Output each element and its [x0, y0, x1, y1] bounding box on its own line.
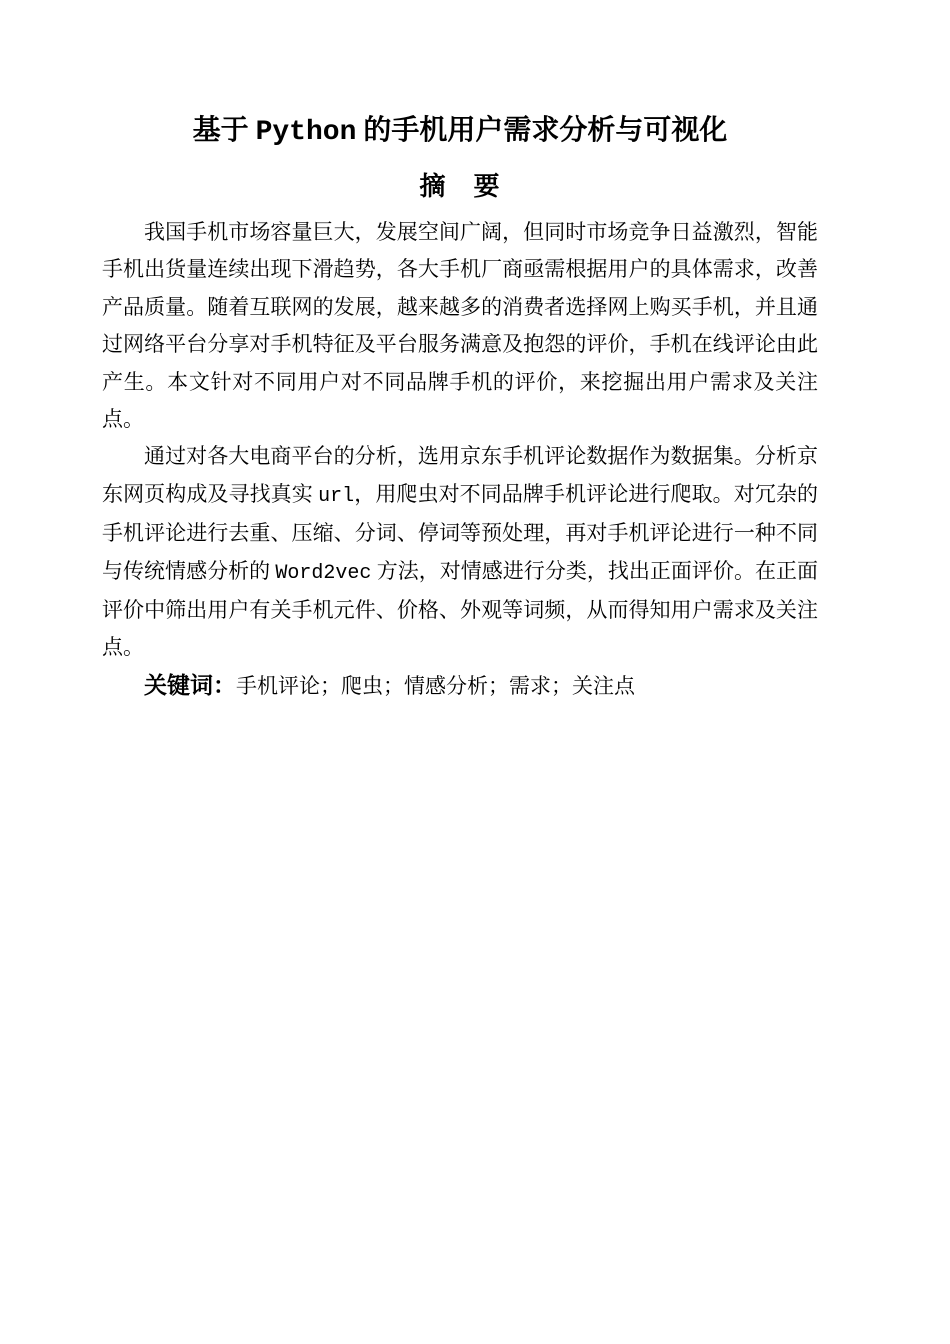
abstract-paragraph-1	[102, 214, 818, 438]
text-run: ，用爬虫对不同品牌手机评论进行爬取。对冗杂的手机评论进行去重、压缩、分词、停词等预处理，再对手机评论进行一种不同与传统情感分析的	[102, 481, 819, 583]
text-run: 通过对各大电商平台的分析，选用京东手机评论数据作为数据集。分析京东网页构成及寻找真实	[102, 444, 818, 506]
keywords-content: 手机评论；爬虫；情感分析；需求；关注点	[236, 673, 635, 698]
keywords-line	[102, 667, 818, 705]
title-latin-python: Python	[255, 117, 357, 148]
text-run: 我国手机市场容量巨大，发展空间广阔，但同时市场竞争日益激烈，智能手机出货量连续出现下滑趋势，各大手机厂商亟需根据用户的具体需求，改善产品质量。随着互联网的发展，越来越多的消费者选择网上购买手机，并且通过网络平台分享对手机特征及平台服务满意及抱怨的评价，手机在线评论由此产生。本文针对不同用户对不同品牌手机的评价，来挖掘出用户需求及关注点。	[102, 220, 818, 432]
title-text-pre: 基于	[192, 115, 256, 146]
latin-mono-run-word2vec: Word2vec	[275, 561, 372, 585]
abstract-paragraph-2	[102, 438, 818, 666]
paper-title	[102, 108, 818, 156]
text-run: 方法，对情感进行分类，找出正面评价。在正面评价中筛出用户有关手机元件、价格、外观等词频，从而得知用户需求及关注点。	[102, 558, 819, 660]
title-text-post: 的手机用户需求分析与可视化	[356, 115, 728, 146]
abstract-heading: 摘 要	[419, 172, 501, 201]
latin-mono-run-url: url	[318, 484, 355, 508]
abstract-body	[102, 214, 818, 705]
keywords-label: 关键词：	[144, 671, 236, 698]
